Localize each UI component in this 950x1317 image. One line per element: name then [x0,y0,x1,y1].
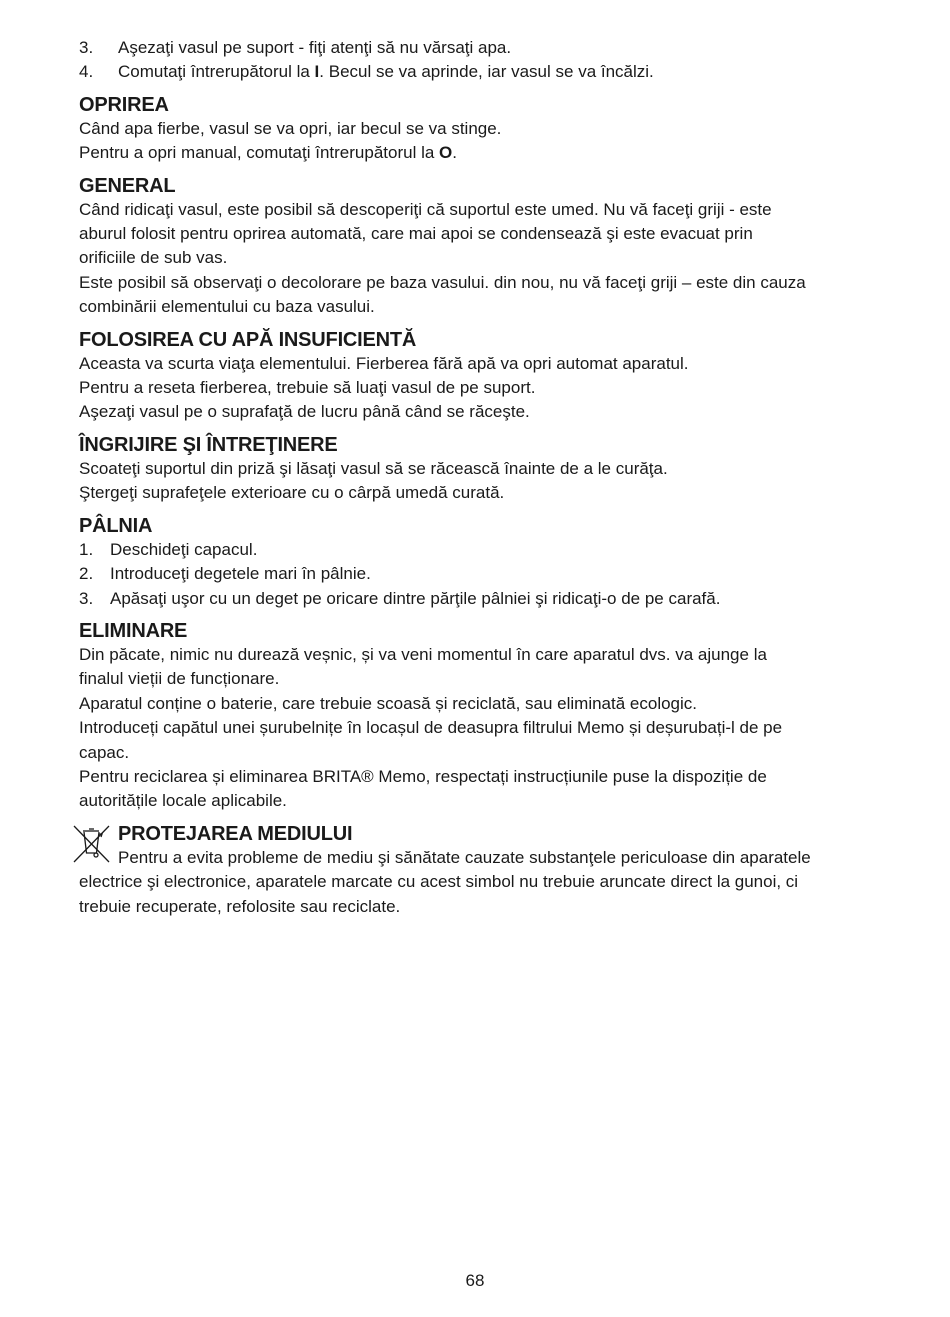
environment-section [79,822,899,919]
text-part: . [452,143,457,163]
paragraph-line: finalul vieții de funcționare. [79,669,280,689]
paragraph-line: autoritățile locale aplicabile. [79,791,287,811]
paragraph-line: combinării elementului cu baza vasului. [79,297,375,317]
list-text: Deschideţi capacul. [110,539,258,559]
section-title-ingrijire: ÎNGRIJIRE ŞI ÎNTREŢINERE [79,433,338,456]
paragraph-line: Aparatul conține o baterie, care trebuie scoasă și reciclată, sau eliminată ecologic. [79,693,698,713]
paragraph-line: Când ridicaţi vasul, este posibil să descoperiţi că suportul este umed. Nu vă faceţi griji - este [79,199,772,219]
section-title-mediu: PROTEJAREA MEDIULUI [118,822,353,845]
paragraph-line: aburul folosit pentru oprirea automată, care mai apoi se condensează şi este evacuat prin [79,224,753,244]
paragraph-line [79,141,899,165]
list-text: Apăsaţi uşor cu un deget pe oricare dintre părţile pâlniei şi ridicaţi-o de pe carafă. [110,588,721,608]
page-content [79,36,899,919]
paragraph-line: Când apa fierbe, vasul se va opri, iar becul se va stinge. [79,118,502,138]
paragraph-line: Aşezaţi vasul pe o suprafaţă de lucru până când se răceşte. [79,402,530,422]
list-text: Introduceţi degetele mari în pâlnie. [110,564,371,584]
list-number: 3. [79,588,94,608]
paragraph-line: Din păcate, nimic nu durează veșnic, și va veni momentul în care aparatul dvs. va ajunge la [79,644,767,664]
paragraph-line: Introduceți capătul unei șurubelnițe în locașul de deasupra filtrului Memo și deșurubați-l de pe [79,718,783,738]
section-title-eliminare: ELIMINARE [79,619,188,642]
list-number: 2. [79,564,94,584]
section-title-oprirea: OPRIREA [79,93,169,116]
list-item [79,562,899,586]
paragraph-line: Pentru reciclarea și eliminarea BRITA® Memo, respectați instrucțiunile puse la dispoziție de [79,766,767,786]
section-title-general: GENERAL [79,174,176,197]
switch-position-label: O [439,143,453,163]
paragraph-line: orificiile de sub vas. [79,248,228,268]
list-item [79,60,899,84]
text-part: Pentru a opri manual, comutaţi întrerupătorul la [79,143,440,163]
paragraph-line: Pentru a reseta fierberea, trebuie să luaţi vasul de pe suport. [79,378,536,398]
list-number: 1. [79,539,94,559]
paragraph-line: Pentru a evita probleme de mediu şi sănătate cauzate substanţele periculoase din aparatele [118,847,811,867]
list-item [79,538,899,562]
section-title-insuficienta: FOLOSIREA CU APĂ INSUFICIENTĂ [79,328,417,351]
list-item [79,36,899,60]
paragraph-line: trebuie recuperate, refolosite sau reciclate. [79,896,401,916]
crossed-out-wheelie-bin-icon [72,822,112,864]
section-title-palnia: PÂLNIA [79,514,153,537]
paragraph-line: Aceasta va scurta viaţa elementului. Fierberea fără apă va opri automat aparatul. [79,353,689,373]
paragraph-line: Este posibil să observaţi o decolorare pe baza vasului. din nou, nu vă faceţi griji – este din cauza [79,272,806,292]
list-text [118,60,654,84]
paragraph-line: capac. [79,742,130,762]
switch-position-label: I [314,62,320,82]
list-text-part: . Becul se va aprinde, iar vasul se va încălzi. [319,62,654,82]
list-number: 4. [79,62,94,82]
list-number: 3. [79,38,94,57]
paragraph-line: Ştergeţi suprafeţele exterioare cu o cârpă umedă curată. [79,483,505,503]
list-item [79,587,899,611]
paragraph-line: electrice şi electronice, aparatele marcate cu acest simbol nu trebuie aruncate direct la gunoi, ci [79,872,799,892]
list-text [118,36,511,60]
list-text-part: Aşezaţi vasul pe suport - fiţi atenţi să nu vărsaţi apa. [118,38,512,57]
paragraph-line: Scoateţi suportul din priză şi lăsaţi vasul să se răcească înainte de a le curăţa. [79,458,668,478]
page-number: 68 [465,1271,485,1290]
list-text-part: Comutaţi întrerupătorul la [118,62,315,82]
